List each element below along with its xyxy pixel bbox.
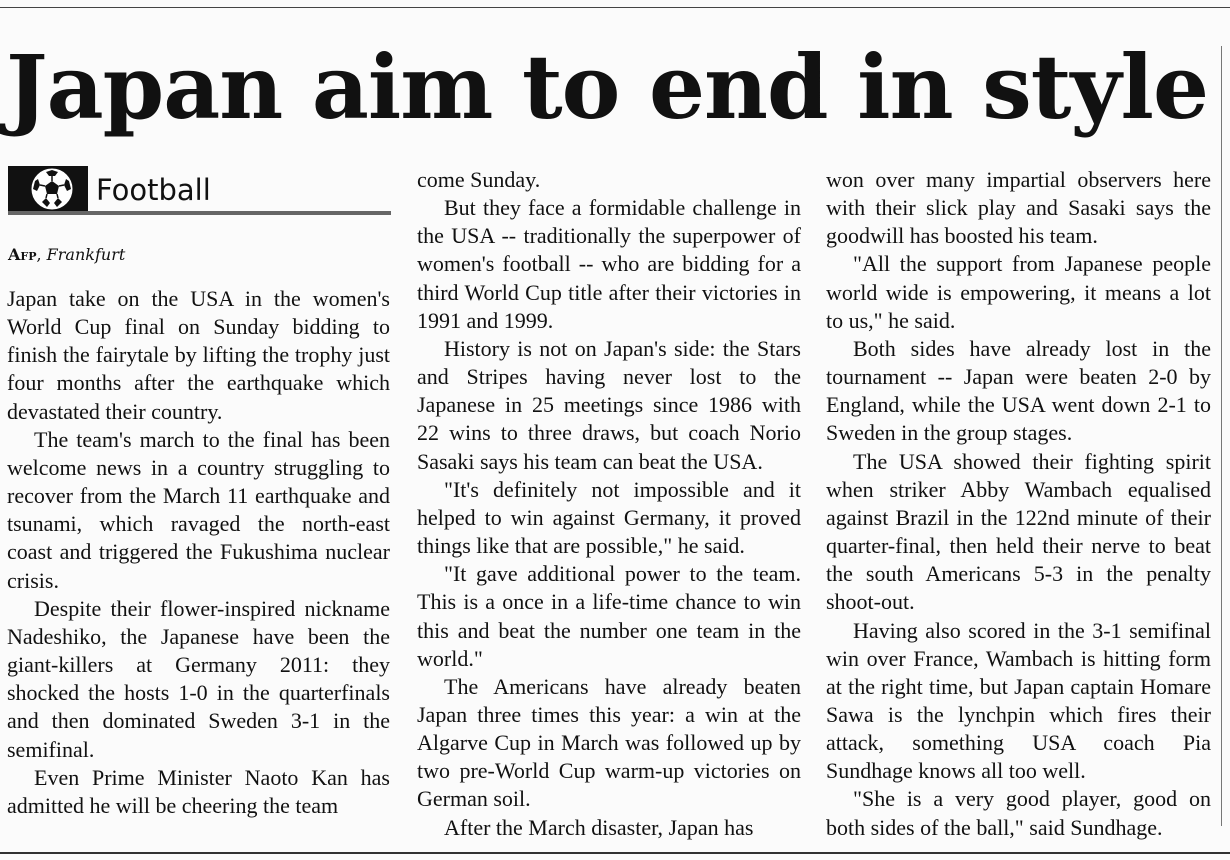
paragraph: Despite their flower-inspired nickname Nadeshiko, the Japanese have been the giant-killers at Germany 2011: they shocked the hosts 1-0 in the quarterfinals and then dominated Sweden 3-1 in the semifinal.	[7, 595, 390, 762]
paragraph: The team's march to the final has been welcome news in a country struggling to recover from the March 11 earthquake and tsunami, which ravaged the north-east coast and triggered the Fukushima nuclear crisis.	[7, 426, 390, 593]
paragraph: "It gave additional power to the team. This is a once in a life-time chance to win this and beat the number one team in the world."	[417, 561, 801, 671]
soccer-ball-icon	[8, 166, 88, 212]
paragraph: The Americans have already beaten Japan three times this year: a win at the Algarve Cup in March was followed up by two pre-World Cup warm-up victories on German soil.	[417, 673, 801, 812]
byline-agency: Afp	[8, 245, 37, 264]
paragraph: Both sides have already lost in the tournament -- Japan were beaten 2-0 by England, while the USA went down 2-1 to Sweden in the group stages.	[826, 335, 1211, 446]
paragraph: The USA showed their fighting spirit when striker Abby Wambach equalised against Brazil in the 122nd minute of their quarter-final, then held their nerve to beat the south Americans 5-3 in the penalty shoot-out.	[826, 448, 1211, 615]
byline: Afp, Frankfurt	[8, 245, 126, 264]
paragraph: History is not on Japan's side: the Stars and Stripes having never lost to the Japanese in 25 meetings since 1986 with 22 wins to three draws, but coach Norio Sasaki says his team can beat the USA.	[417, 335, 801, 474]
article-column-1	[7, 285, 390, 820]
paragraph: But they face a formidable challenge in the USA -- traditionally the superpower of women's football -- who are bidding for a third World Cup title after their victories in 1991 and 1999.	[417, 195, 801, 333]
article-column-3	[826, 166, 1211, 842]
byline-place: Frankfurt	[46, 245, 126, 264]
article-column-2	[417, 166, 801, 842]
top-rule	[0, 7, 1230, 8]
paragraph: After the March disaster, Japan has	[444, 814, 754, 840]
paragraph: won over many impartial observers here with their slick play and Sasaki says the goodwill has boosted his team.	[826, 167, 1211, 249]
paragraph: "She is a very good player, good on both sides of the ball," said Sundhage.	[826, 786, 1211, 840]
paragraph: "All the support from Japanese people world wide is empowering, it means a lot to us," he said.	[826, 251, 1211, 333]
section-header	[8, 166, 391, 216]
paragraph: Having also scored in the 3-1 semifinal win over France, Wambach is hitting form at the right time, but Japan captain Homare Sawa is the lynchpin which fires their attack, something USA coach Pia Sundhage knows all too well.	[826, 617, 1211, 784]
column-edge-rule	[1221, 46, 1222, 826]
bottom-rule	[0, 852, 1230, 854]
paragraph: Even Prime Minister Naoto Kan has admitted he will be cheering the team	[7, 764, 390, 818]
section-rule	[8, 211, 391, 215]
paragraph: Japan take on the USA in the women's World Cup final on Sunday bidding to finish the fairytale by lifting the trophy just four months after the earthquake which devastated their country.	[7, 286, 390, 424]
paragraph: come Sunday.	[417, 167, 541, 192]
headline: Japan aim to end in style	[6, 35, 1208, 139]
section-label: Football	[96, 173, 211, 207]
paragraph: "It's definitely not impossible and it helped to win against Germany, it proved things like that are possible," he said.	[417, 476, 801, 559]
